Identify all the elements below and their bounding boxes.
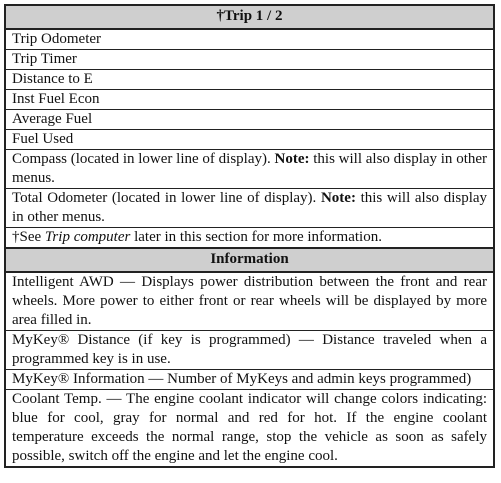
intelligent-awd-cell: Intelligent AWD — Displays power distribution between the front and rear wheels. More power to either front or rear wheels will be displayed by more area filled in. <box>5 272 494 331</box>
table-row <box>5 90 494 110</box>
table-row <box>5 70 494 90</box>
trip-timer-cell: Trip Timer <box>5 50 494 70</box>
trip-odometer-cell: Trip Odometer <box>5 29 494 50</box>
compass-text: Compass (located in lower line of display). <box>12 151 271 167</box>
table-row <box>5 390 494 468</box>
total-odometer-note-label: Note: <box>320 190 356 206</box>
table-row <box>5 110 494 130</box>
mykey-information-cell: MyKey® Information — Number of MyKeys and admin keys programmed) <box>5 370 494 390</box>
footnote-suffix: later in this section for more information. <box>134 229 382 245</box>
table-row <box>5 272 494 331</box>
table-row <box>5 331 494 370</box>
table-row <box>5 130 494 150</box>
fuel-used-cell: Fuel Used <box>5 130 494 150</box>
information-table <box>4 247 495 468</box>
footnote-prefix: †See <box>12 229 42 245</box>
trip-computer-reference: Trip computer <box>44 229 131 245</box>
table-row <box>5 150 494 189</box>
table-row <box>5 189 494 228</box>
table-row <box>5 228 494 249</box>
table-row <box>5 50 494 70</box>
compass-cell <box>5 150 494 189</box>
compass-note-text: this will also display in other menus. <box>12 151 488 186</box>
compass-note-label: Note: <box>274 151 310 167</box>
information-header-row <box>5 248 494 272</box>
total-odometer-text: Total Odometer (located in lower line of display). <box>12 190 317 206</box>
trip-footnote-cell <box>5 228 494 249</box>
total-odometer-cell <box>5 189 494 228</box>
inst-fuel-econ-cell: Inst Fuel Econ <box>5 90 494 110</box>
distance-to-e-cell: Distance to E <box>5 70 494 90</box>
mykey-distance-cell: MyKey® Distance (if key is programmed) — Distance traveled when a programmed key is in use. <box>5 331 494 370</box>
table-row <box>5 370 494 390</box>
trip-header-row <box>5 5 494 29</box>
information-header: Information <box>5 248 494 272</box>
table-row <box>5 29 494 50</box>
trip-table <box>4 4 495 249</box>
coolant-temp-cell: Coolant Temp. — The engine coolant indicator will change colors indicating: blue for cool, gray for normal and red for hot. If the engine coolant temperature exceeds the normal range, stop the vehicle as soon as safely possible, switch off the engine and let the engine cool. <box>5 390 494 468</box>
total-odometer-note-text: this will also display in other menus. <box>12 190 488 225</box>
trip-header: †Trip 1 / 2 <box>5 5 494 29</box>
average-fuel-cell: Average Fuel <box>5 110 494 130</box>
